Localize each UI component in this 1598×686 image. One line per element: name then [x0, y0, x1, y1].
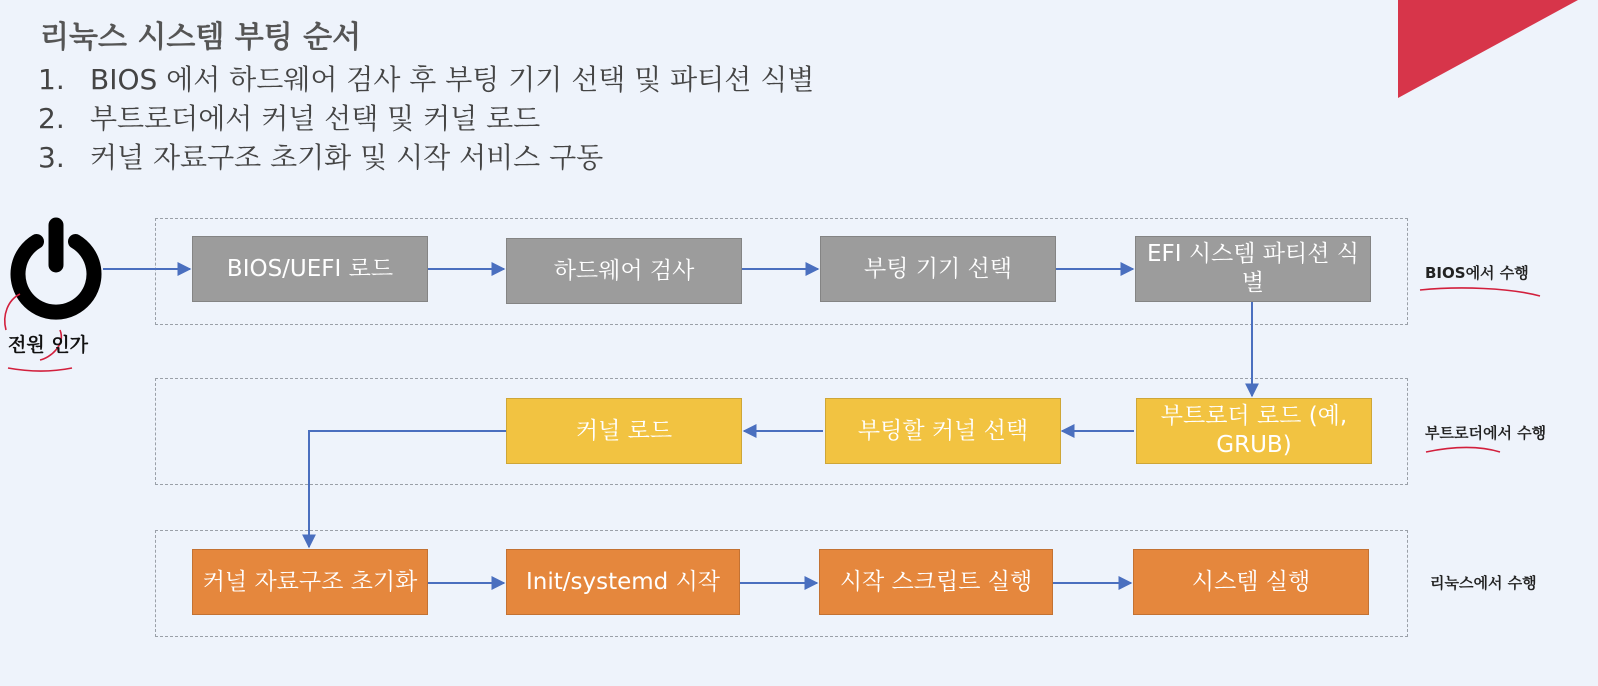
annotation-mark	[1420, 288, 1540, 296]
box-kernel-select: 부팅할 커널 선택	[825, 398, 1061, 464]
step-number: 2.	[38, 102, 65, 135]
power-label: 전원 인가	[8, 334, 89, 356]
box-kernel-data-init: 커널 자료구조 초기화	[192, 549, 428, 615]
box-bootloader-load: 부트로더 로드 (예, GRUB)	[1136, 398, 1372, 464]
step-number: 3.	[38, 141, 65, 174]
step-text: 커널 자료구조 초기화 및 시작 서비스 구동	[90, 141, 604, 174]
step-text: BIOS 에서 하드웨어 검사 후 부팅 기기 선택 및 파티션 식별	[90, 63, 815, 96]
box-init-systemd-start: Init/systemd 시작	[506, 549, 740, 615]
box-startup-script-run: 시작 스크립트 실행	[819, 549, 1053, 615]
step-text: 부트로더에서 커널 선택 및 커널 로드	[90, 102, 541, 135]
arrow	[309, 431, 506, 547]
box-system-run: 시스템 실행	[1133, 549, 1369, 615]
box-boot-device-select: 부팅 기기 선택	[820, 236, 1056, 302]
group-label-linux: 리눅스에서 수행	[1430, 574, 1537, 592]
group-label-bootloader: 부트로더에서 수행	[1425, 424, 1547, 442]
box-bios-uefi-load: BIOS/UEFI 로드	[192, 236, 428, 302]
step-number: 1.	[38, 63, 65, 96]
annotation-mark	[1426, 448, 1500, 453]
box-hardware-check: 하드웨어 검사	[506, 238, 742, 304]
box-efi-partition-identify: EFI 시스템 파티션 식별	[1135, 236, 1371, 302]
group-label-bios: BIOS에서 수행	[1425, 264, 1529, 282]
box-kernel-load: 커널 로드	[506, 398, 742, 464]
power-icon	[18, 225, 94, 312]
page-title: 리눅스 시스템 부팅 순서	[40, 20, 362, 55]
